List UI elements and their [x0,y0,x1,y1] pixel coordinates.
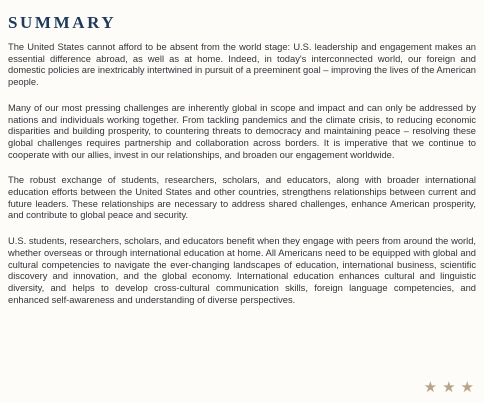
section-heading: SUMMARY [8,13,117,32]
paragraph-2: Many of our most pressing challenges are inherently global in scope and impact and can only be addressed by nations and individuals working together. From tackling pandemics and the climate crisis, to reducing economic disparities and building prosperity, to countering threats to democracy and maintaining peace – resolving these global challenges requires partnership and collaboration across borders. It is imperative that we continue to cooperate with our allies, invest in our relationships, and broaden our engagement worldwide. [8,102,476,160]
paragraph-4: U.S. students, researchers, scholars, and educators benefit when they engage with peers from around the world, whether overseas or through international education at home. All Americans need to be equipped with global and cultural competencies to navigate the ever-changing landscapes of education, international business, scientific discovery and innovation, and the global economy. International education enhances cultural and linguistic diversity, and helps to develop cross-cultural communication skills, foreign language competencies, and enhanced self-awareness and understanding of diverse perspectives. [8,236,476,305]
star-icon: ★ [460,378,474,396]
star-icon: ★ [442,378,456,396]
paragraph-1: The United States cannot afford to be absent from the world stage: U.S. leadership and engagement makes an essential difference abroad, as well as at home. Indeed, in today's interconnected world, our foreign and domestic policies are inextricably intertwined in pursuit of a preeminent goal – improving the lives of the American people. [8,42,476,88]
paragraph-3: The robust exchange of students, researchers, scholars, and educators, along with broader international education efforts between the United States and other countries, strengthens relationships between current and future leaders. These relationships are necessary to address shared challenges, enhance American prosperity, and contribute to global peace and security. [8,175,476,221]
star-ornament [424,380,474,395]
star-icon: ★ [423,378,438,396]
